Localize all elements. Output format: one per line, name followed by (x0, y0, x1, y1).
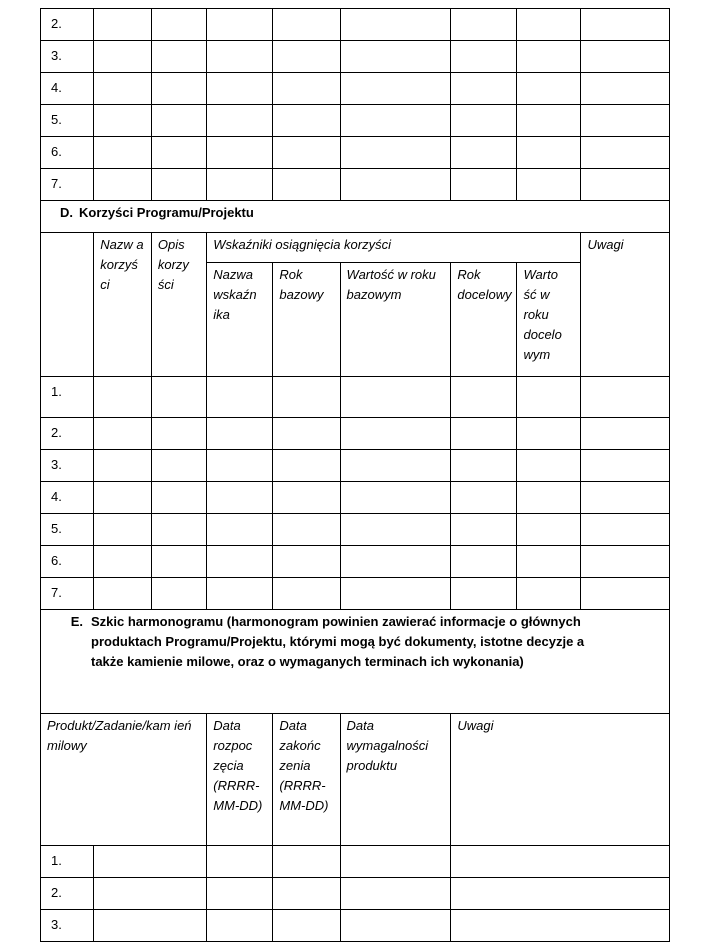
cell[interactable] (273, 546, 340, 578)
cell[interactable] (340, 546, 451, 578)
table-row (41, 105, 670, 137)
cell[interactable] (207, 846, 273, 878)
cell[interactable] (151, 105, 206, 137)
cell[interactable] (340, 169, 451, 201)
cell[interactable] (207, 418, 273, 450)
cell[interactable] (581, 514, 670, 546)
row-number: 2. (41, 878, 94, 910)
cell[interactable] (207, 169, 273, 201)
cell[interactable] (94, 846, 207, 878)
header-base-value: Wartość w roku bazowym (340, 263, 451, 377)
cell[interactable] (94, 878, 207, 910)
header-start-date: Data rozpoc zęcia (RRRR-MM-DD) (207, 714, 273, 846)
cell[interactable] (451, 418, 517, 450)
cell[interactable] (273, 578, 340, 610)
header-due-date: Data wymagalności produktu (340, 714, 451, 846)
cell[interactable] (151, 9, 206, 41)
row-number: 6. (41, 137, 94, 169)
cell[interactable] (517, 578, 581, 610)
cell[interactable] (273, 482, 340, 514)
cell[interactable] (581, 41, 670, 73)
cell[interactable] (273, 846, 340, 878)
cell[interactable] (581, 169, 670, 201)
header-target-year: Rok docelowy (451, 263, 517, 377)
table-row (41, 846, 670, 878)
table-row (41, 418, 670, 450)
row-number: 5. (41, 105, 94, 137)
table-row (41, 878, 670, 910)
section-d-title: Korzyści Programu/Projektu (79, 205, 254, 220)
header-blank (41, 233, 94, 377)
cell[interactable] (517, 9, 581, 41)
cell[interactable] (517, 450, 581, 482)
table-row (41, 514, 670, 546)
cell[interactable] (151, 450, 206, 482)
cell[interactable] (451, 482, 517, 514)
cell[interactable] (340, 9, 451, 41)
cell[interactable] (340, 418, 451, 450)
cell[interactable] (517, 418, 581, 450)
header-indicator-name: Nazwa wskaźn ika (207, 263, 273, 377)
cell[interactable] (94, 377, 152, 418)
cell[interactable] (207, 482, 273, 514)
table-row (41, 169, 670, 201)
cell[interactable] (340, 910, 451, 942)
cell[interactable] (581, 9, 670, 41)
row-number: 4. (41, 73, 94, 105)
cell[interactable] (151, 377, 206, 418)
cell[interactable] (581, 105, 670, 137)
cell[interactable] (207, 377, 273, 418)
cell[interactable] (517, 169, 581, 201)
cell[interactable] (94, 169, 152, 201)
row-number: 4. (41, 482, 94, 514)
section-e-letter: E. (70, 614, 83, 629)
cell[interactable] (517, 41, 581, 73)
header-indicators: Wskaźniki osiągnięcia korzyści (207, 233, 581, 263)
table-row (41, 450, 670, 482)
cell[interactable] (273, 105, 340, 137)
cell[interactable] (151, 482, 206, 514)
cell[interactable] (581, 73, 670, 105)
section-d-heading-row (41, 201, 670, 233)
cell[interactable] (581, 482, 670, 514)
table-row (41, 41, 670, 73)
cell[interactable] (517, 137, 581, 169)
cell[interactable] (451, 105, 517, 137)
cell[interactable] (94, 137, 152, 169)
cell[interactable] (340, 578, 451, 610)
cell[interactable] (273, 418, 340, 450)
cell[interactable] (340, 514, 451, 546)
cell[interactable] (517, 105, 581, 137)
cell[interactable] (451, 9, 517, 41)
cell[interactable] (273, 514, 340, 546)
cell[interactable] (207, 514, 273, 546)
header-benefit-name: Nazw a korzyś ci (94, 233, 152, 377)
cell[interactable] (151, 418, 206, 450)
cell[interactable] (273, 137, 340, 169)
cell[interactable] (207, 105, 273, 137)
row-number: 7. (41, 169, 94, 201)
row-number: 5. (41, 514, 94, 546)
cell[interactable] (207, 878, 273, 910)
cell[interactable] (340, 450, 451, 482)
row-number: 1. (41, 377, 94, 418)
cell[interactable] (581, 546, 670, 578)
section-e-heading-row (41, 610, 670, 714)
header-end-date: Data zakońc zenia (RRRR-MM-DD) (273, 714, 340, 846)
cell[interactable] (517, 377, 581, 418)
cell[interactable] (151, 578, 206, 610)
cell[interactable] (273, 878, 340, 910)
cell[interactable] (340, 105, 451, 137)
cell[interactable] (151, 514, 206, 546)
section-e-title: Szkic harmonogramu (harmonogram powinien zawierać informacje o głównych produktach Programu/Projektu, którymi mogą być dokumenty, istotne decyzje a także kamienie milowe, oraz o wymaganych terminach ich wykonania) (91, 614, 585, 669)
cell[interactable] (94, 514, 152, 546)
header-target-value: Warto ść w roku docelo wym (517, 263, 581, 377)
cell[interactable] (94, 450, 152, 482)
cell[interactable] (451, 41, 517, 73)
row-number: 2. (41, 9, 94, 41)
cell[interactable] (207, 9, 273, 41)
cell[interactable] (94, 482, 152, 514)
cell[interactable] (273, 377, 340, 418)
cell[interactable] (517, 73, 581, 105)
cell[interactable] (151, 137, 206, 169)
cell[interactable] (451, 578, 517, 610)
cell[interactable] (94, 9, 152, 41)
cell[interactable] (94, 73, 152, 105)
cell[interactable] (207, 41, 273, 73)
table-row (41, 482, 670, 514)
cell[interactable] (451, 910, 670, 942)
cell[interactable] (151, 73, 206, 105)
row-number: 6. (41, 546, 94, 578)
cell[interactable] (151, 546, 206, 578)
row-number: 2. (41, 418, 94, 450)
cell[interactable] (94, 910, 207, 942)
cell[interactable] (151, 169, 206, 201)
cell[interactable] (581, 450, 670, 482)
cell[interactable] (207, 137, 273, 169)
form-table (40, 8, 670, 942)
section-e-heading (41, 610, 670, 714)
cell[interactable] (340, 377, 451, 418)
cell[interactable] (340, 846, 451, 878)
cell[interactable] (517, 514, 581, 546)
header-product: Produkt/Zadanie/kam ień milowy (41, 714, 207, 846)
cell[interactable] (94, 578, 152, 610)
header-benefit-description: Opis korzy ści (151, 233, 206, 377)
header-remarks-e: Uwagi (451, 714, 670, 846)
cell[interactable] (451, 546, 517, 578)
cell[interactable] (581, 377, 670, 418)
cell[interactable] (581, 578, 670, 610)
cell[interactable] (451, 169, 517, 201)
cell[interactable] (340, 41, 451, 73)
cell[interactable] (207, 910, 273, 942)
cell[interactable] (273, 450, 340, 482)
cell[interactable] (273, 41, 340, 73)
row-number: 1. (41, 846, 94, 878)
cell[interactable] (207, 578, 273, 610)
row-number: 7. (41, 578, 94, 610)
cell[interactable] (207, 546, 273, 578)
cell[interactable] (273, 169, 340, 201)
section-d-letter: D. (60, 205, 73, 220)
cell[interactable] (207, 450, 273, 482)
cell[interactable] (517, 482, 581, 514)
cell[interactable] (273, 73, 340, 105)
cell[interactable] (581, 418, 670, 450)
cell[interactable] (207, 73, 273, 105)
cell[interactable] (451, 450, 517, 482)
cell[interactable] (340, 482, 451, 514)
cell[interactable] (340, 878, 451, 910)
cell[interactable] (517, 546, 581, 578)
header-base-year: Rok bazowy (273, 263, 340, 377)
section-e-header-row (41, 714, 670, 846)
cell[interactable] (94, 41, 152, 73)
table-row (41, 578, 670, 610)
cell[interactable] (451, 377, 517, 418)
cell[interactable] (273, 910, 340, 942)
section-d-heading (41, 201, 670, 233)
table-row (41, 910, 670, 942)
cell[interactable] (94, 418, 152, 450)
cell[interactable] (340, 73, 451, 105)
cell[interactable] (451, 846, 670, 878)
cell[interactable] (94, 105, 152, 137)
row-number: 3. (41, 41, 94, 73)
cell[interactable] (340, 137, 451, 169)
table-row (41, 9, 670, 41)
cell[interactable] (451, 137, 517, 169)
table-row (41, 137, 670, 169)
table-row (41, 546, 670, 578)
cell[interactable] (451, 878, 670, 910)
table-row (41, 377, 670, 418)
cell[interactable] (273, 9, 340, 41)
row-number: 3. (41, 450, 94, 482)
cell[interactable] (451, 73, 517, 105)
row-number: 3. (41, 910, 94, 942)
cell[interactable] (94, 546, 152, 578)
section-d-header-row (41, 233, 670, 263)
cell[interactable] (451, 514, 517, 546)
table-row (41, 73, 670, 105)
cell[interactable] (151, 41, 206, 73)
header-remarks: Uwagi (581, 233, 670, 377)
cell[interactable] (581, 137, 670, 169)
